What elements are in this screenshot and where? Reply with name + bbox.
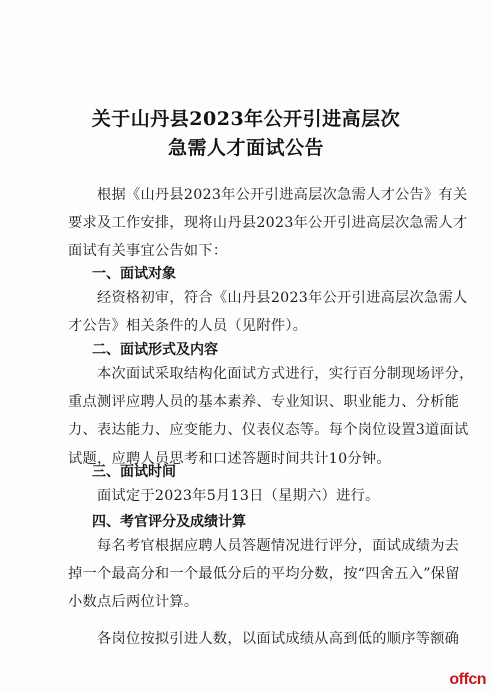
section-heading-4: 四、考官评分及成绩计算 [92, 514, 246, 530]
body-line: 才公告》相关条件的人员（见附件）。 [68, 318, 308, 335]
section-heading-2: 二、面试形式及内容 [92, 342, 218, 358]
offcn-watermark-logo: offcn [449, 671, 486, 688]
section-4-paragraph [68, 532, 460, 653]
intro-line: 根据《山丹县2023年公开引进高层次急需人才公告》有关 [68, 187, 468, 203]
body-line: 掉一个最高分和一个最低分后的平均分数，按“四舍五入”保留 [68, 566, 460, 583]
body-line: 经资格初审，符合《山丹县2023年公开引进高层次急需人 [68, 290, 468, 306]
body-line: 各岗位按拟引进人数，以面试成绩从高到低的顺序等额确 [68, 630, 460, 647]
body-line: 力、表达能力、应变能力、仪表仪态等。每个岗位设置3道面试 [68, 422, 469, 439]
document-title-line-1: 关于山丹县2023年公开引进高层次 [91, 108, 401, 130]
body-line: 重点测评应聘人员的基本素养、专业知识、职业能力、分析能 [68, 394, 460, 411]
section-1-paragraph [68, 284, 468, 340]
intro-line: 要求及工作安排，现将山丹县2023年公开引进高层次急需人才 [68, 215, 468, 232]
section-heading-3: 三、面试时间 [92, 464, 176, 480]
body-line: 面试定于2023年5月13日（星期六）进行。 [68, 488, 380, 504]
body-line: 小数点后两位计算。 [68, 594, 199, 611]
body-line: 试题，应聘人员思考和口述答题时间共计10分钟。 [68, 450, 391, 467]
section-2-paragraph [68, 360, 474, 473]
body-line: 每名考官根据应聘人员答题情况进行评分，面试成绩为去 [68, 538, 460, 554]
body-line: 本次面试采取结构化面试方式进行，实行百分制现场评分， [68, 366, 474, 382]
section-3-paragraph [68, 482, 428, 510]
intro-paragraph [68, 181, 468, 266]
document-title-line-2: 急需人才面试公告 [167, 137, 324, 159]
section-heading-1: 一、面试对象 [92, 266, 176, 282]
intro-line: 面试有关事宜公告如下： [68, 243, 228, 260]
